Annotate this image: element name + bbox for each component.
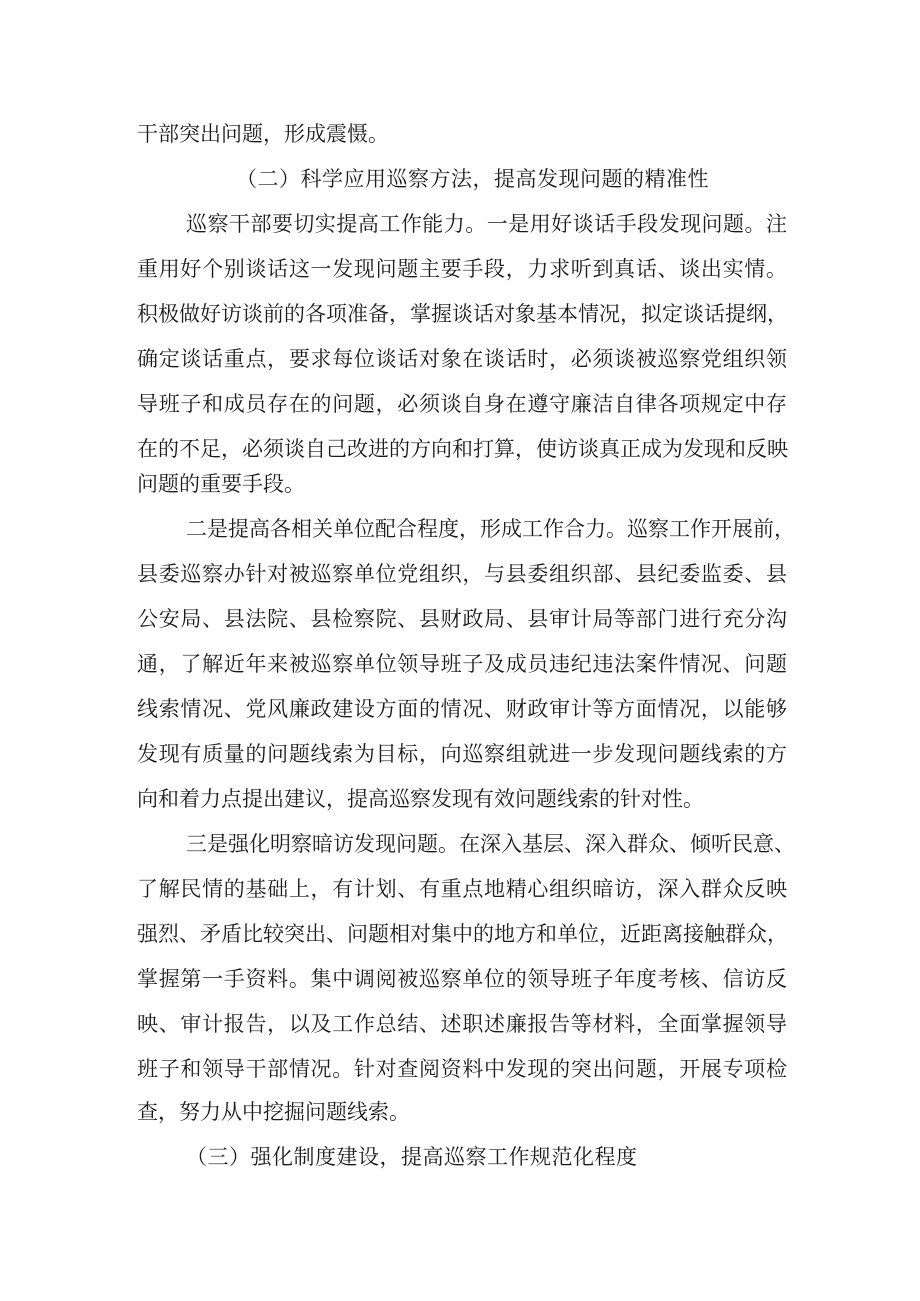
paragraph-line: 在的不足，必须谈自己改进的方向和打算，使访谈真正成为发现和反映	[137, 437, 788, 461]
paragraph-line: 通，了解近年来被巡察单位领导班子及成员违纪违法案件情况、问题	[137, 652, 787, 676]
section-heading-2: （二）科学应用巡察方法，提高发现问题的精准性	[236, 167, 709, 191]
paragraph-line: 巡察干部要切实提高工作能力。一是用好谈话手段发现问题。注	[186, 212, 787, 236]
paragraph-line: 发现有质量的问题线索为目标，向巡察组就进一步发现问题线索的方	[137, 742, 787, 766]
paragraph-line: 积极做好访谈前的各项准备，掌握谈话对象基本情况，拟定谈话提纲，	[137, 302, 788, 326]
paragraph-line: 公安局、县法院、县检察院、县财政局、县审计局等部门进行充分沟	[137, 607, 787, 631]
paragraph-line: 班子和领导干部情况。针对查阅资料中发现的突出问题，开展专项检	[137, 1057, 787, 1081]
paragraph-line: 重用好个别谈话这一发现问题主要手段，力求听到真话、谈出实情。	[137, 257, 787, 281]
paragraph-line: 干部突出问题，形成震慑。	[137, 122, 389, 146]
paragraph-line: 强烈、矛盾比较突出、问题相对集中的地方和单位，近距离接触群众，	[137, 922, 788, 946]
paragraph-line: 向和着力点提出建议，提高巡察发现有效问题线索的针对性。	[137, 787, 704, 811]
paragraph-line: 了解民情的基础上，有计划、有重点地精心组织暗访，深入群众反映	[137, 877, 787, 901]
section-heading-3: （三）强化制度建设，提高巡察工作规范化程度	[186, 1145, 638, 1169]
paragraph-line: 县委巡察办针对被巡察单位党组织，与县委组织部、县纪委监委、县	[137, 562, 787, 586]
paragraph-line: 问题的重要手段。	[137, 472, 305, 496]
paragraph-line: 线索情况、党风廉政建设方面的情况、财政审计等方面情况，以能够	[137, 697, 787, 721]
paragraph-line: 映、审计报告，以及工作总结、述职述廉报告等材料，全面掌握领导	[137, 1012, 787, 1036]
paragraph-line: 二是提高各相关单位配合程度，形成工作合力。巡察工作开展前，	[186, 517, 795, 541]
paragraph-line: 确定谈话重点，要求每位谈话对象在谈话时，必须谈被巡察党组织领	[137, 347, 787, 371]
paragraph-line: 查，努力从中挖掘问题线索。	[137, 1100, 410, 1124]
paragraph-line: 导班子和成员存在的问题，必须谈自身在遵守廉洁自律各项规定中存	[137, 392, 787, 416]
paragraph-line: 掌握第一手资料。集中调阅被巡察单位的领导班子年度考核、信访反	[137, 967, 787, 991]
paragraph-line: 三是强化明察暗访发现问题。在深入基层、深入群众、倾听民意、	[186, 832, 795, 856]
